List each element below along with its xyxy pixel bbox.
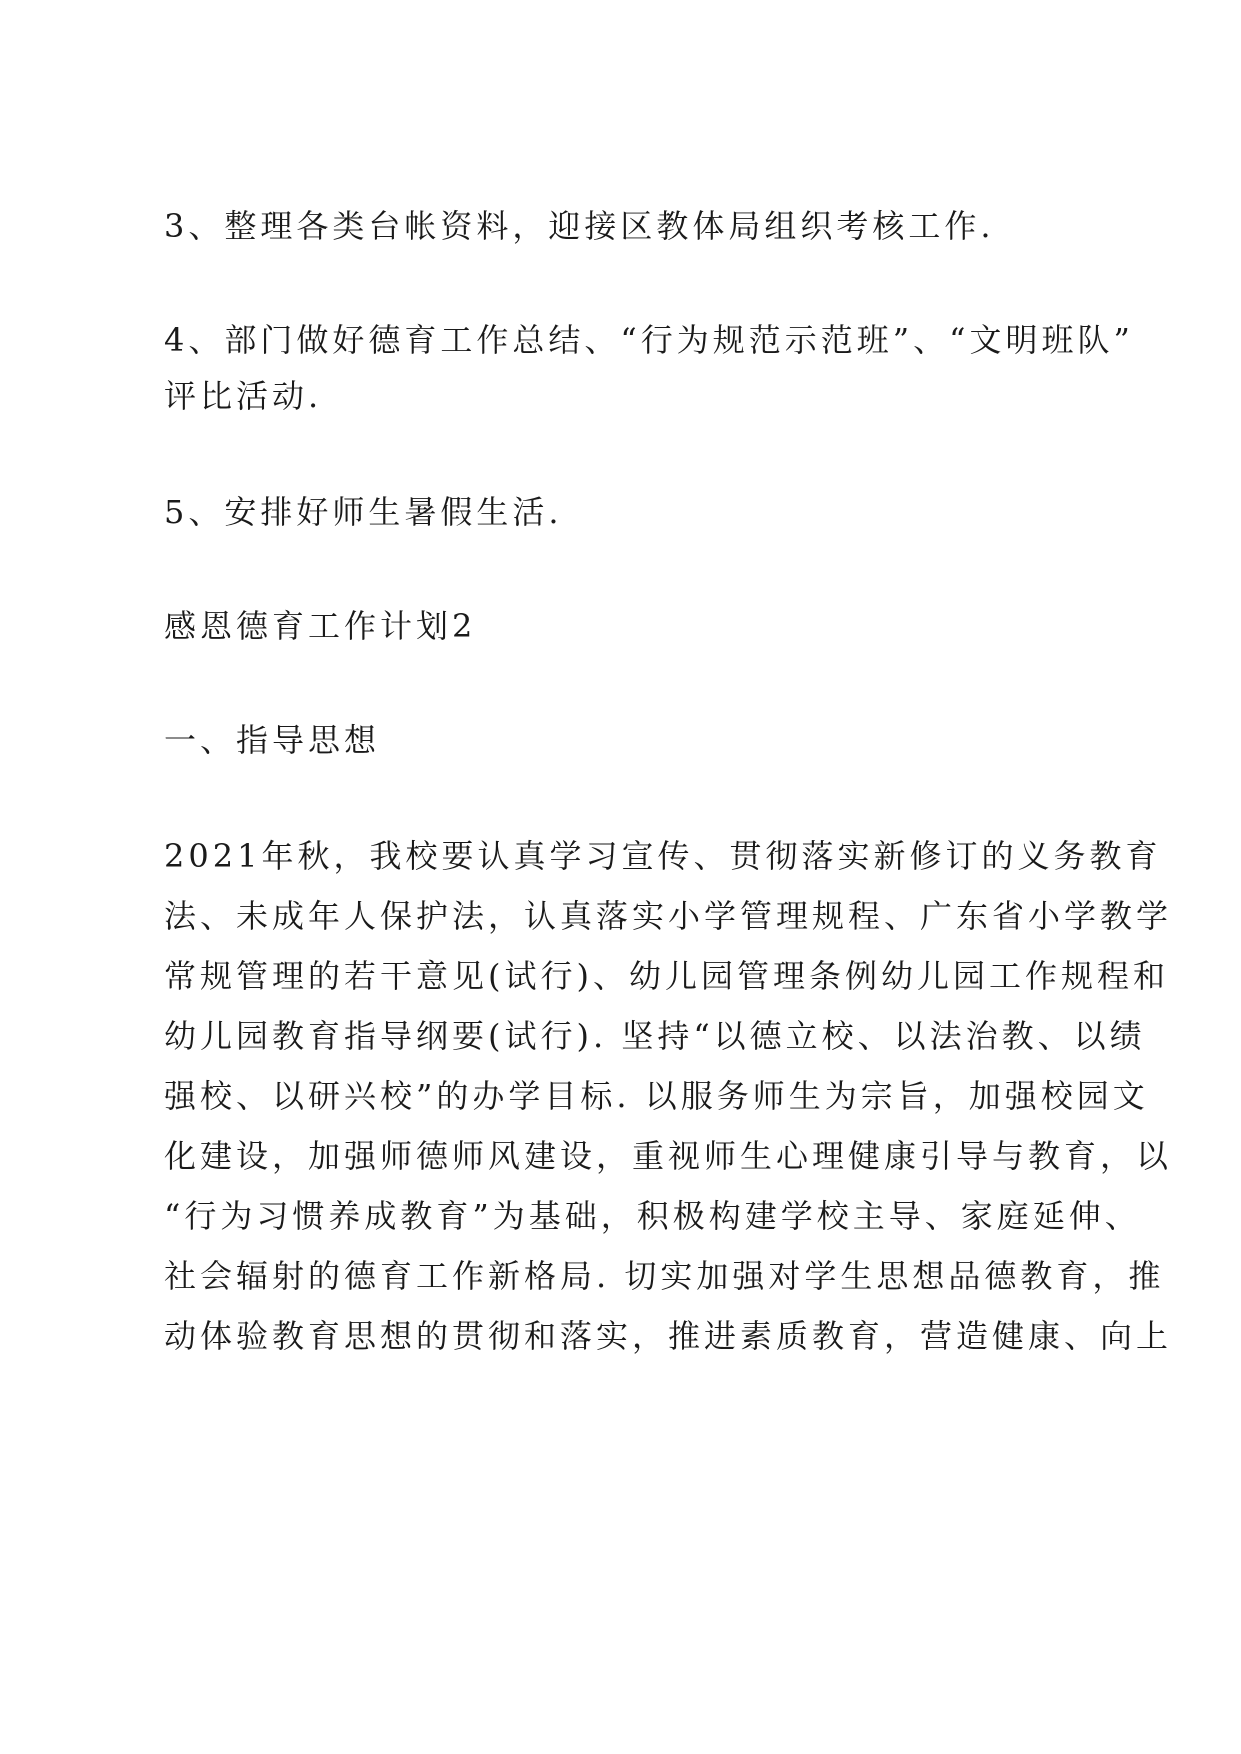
text-line: 评比活动.	[164, 377, 323, 415]
text-line: 2021年秋，我校要认真学习宣传、贯彻落实新修订的义务教育	[164, 837, 1162, 875]
text-line: 社会辐射的德育工作新格局. 切实加强对学生思想品德教育，推	[164, 1257, 1165, 1295]
section-heading	[164, 712, 1094, 768]
text-line: 3、整理各类台帐资料，迎接区教体局组织考核工作.	[164, 207, 995, 245]
section-title	[164, 598, 1094, 654]
text-line: 法、未成年人保护法，认真落实小学管理规程、广东省小学教学	[164, 897, 1173, 935]
body-paragraph	[164, 826, 1173, 1366]
list-item-3	[164, 198, 1094, 254]
text-line: 感恩德育工作计划2	[164, 607, 477, 645]
text-line: 4、部门做好德育工作总结、“行为规范示范班”、“文明班队”	[164, 321, 1134, 359]
text-line: 动体验教育思想的贯彻和落实，推进素质教育，营造健康、向上	[164, 1317, 1173, 1355]
text-line: 常规管理的若干意见(试行)、幼儿园管理条例幼儿园工作规程和	[164, 957, 1169, 995]
text-line: 化建设，加强师德师风建设，重视师生心理健康引导与教育，以	[164, 1137, 1173, 1175]
text-line: 强校、以研兴校”的办学目标. 以服务师生为宗旨，加强校园文	[164, 1077, 1149, 1115]
text-line: 5、安排好师生暑假生活.	[164, 493, 563, 531]
text-line: “行为习惯养成教育”为基础，积极构建学校主导、家庭延伸、	[164, 1197, 1141, 1235]
list-item-5	[164, 484, 1094, 540]
text-line: 幼儿园教育指导纲要(试行). 坚持“以德立校、以法治教、以绩	[164, 1017, 1146, 1055]
text-line: 一、指导思想	[164, 721, 381, 759]
list-item-4	[164, 312, 1134, 424]
